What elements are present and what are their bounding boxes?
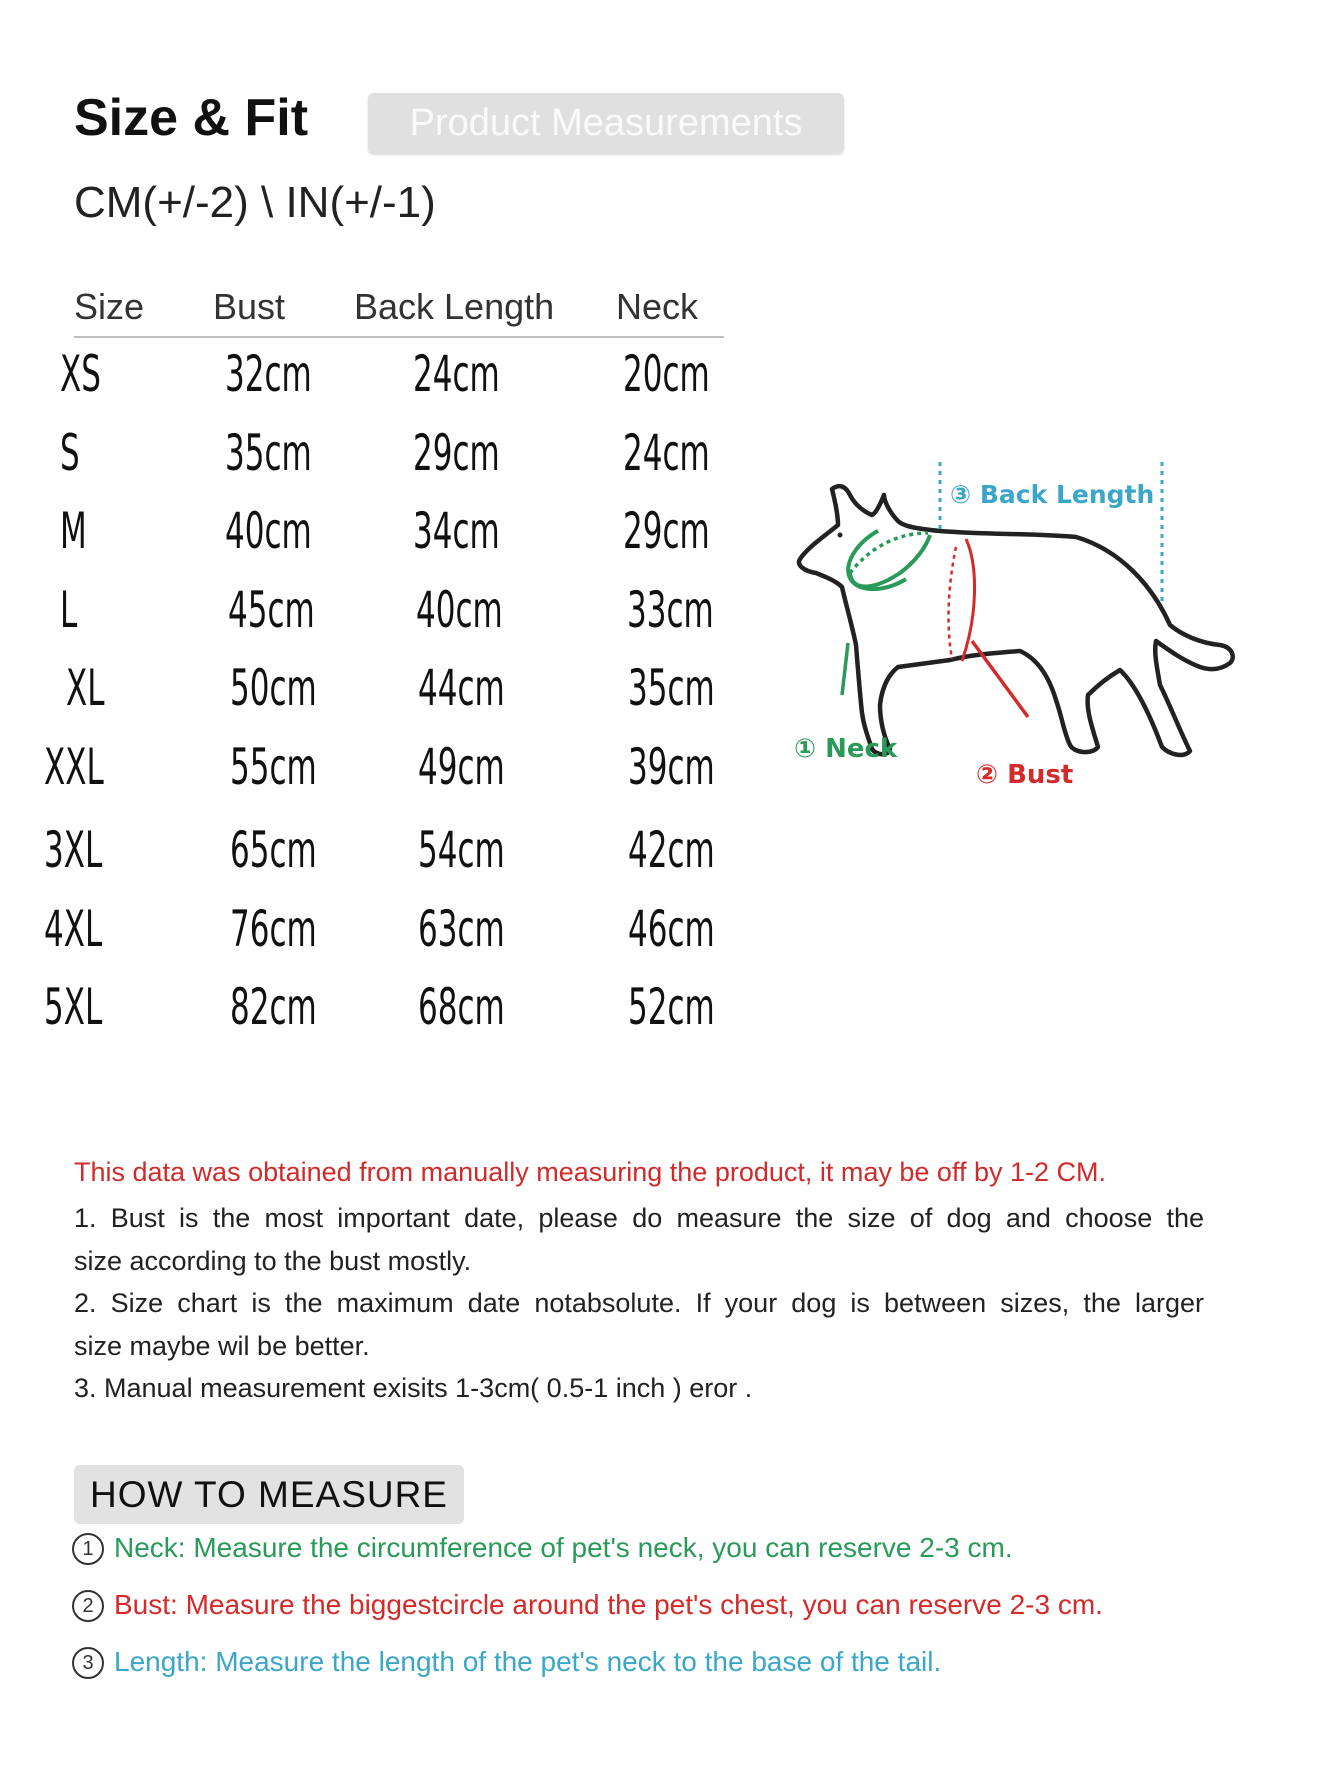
neck-cell: 33cm <box>627 581 714 639</box>
back-length-cell: 54cm <box>418 821 505 879</box>
note-line: 1. Bust is the most important date, please do measure the size of dog and choose the <box>74 1203 1204 1233</box>
note-item <box>74 1367 1204 1410</box>
note-line: size maybe wil be better. <box>74 1331 370 1361</box>
neck-cell: 46cm <box>628 900 715 958</box>
bust-cell: 65cm <box>230 821 317 879</box>
back-length-label: ③ Back Length <box>950 480 1155 509</box>
number-3-icon: 3 <box>72 1647 104 1679</box>
neck-cell: 24cm <box>623 424 710 482</box>
how-to-item-bust <box>72 1589 1103 1622</box>
note-item <box>74 1282 1204 1368</box>
neck-pointer <box>842 643 848 695</box>
bust-ring-dotted <box>949 547 956 659</box>
neck-collar-front <box>836 507 947 603</box>
neck-cell: 29cm <box>623 502 710 560</box>
back-length-cell: 34cm <box>413 502 500 560</box>
how-to-text: Length: Measure the length of the pet's neck to the base of the tail. <box>114 1646 942 1677</box>
column-header-neck: Neck <box>616 286 699 327</box>
units-tolerance: CM(+/-2) \ IN(+/-1) <box>74 178 436 227</box>
neck-cell: 20cm <box>623 345 710 403</box>
product-measurements-badge: Product Measurements <box>368 93 844 154</box>
how-to-text: Neck: Measure the circumference of pet's neck, you can reserve 2-3 cm. <box>114 1532 1013 1563</box>
bust-label: ② Bust <box>976 760 1074 790</box>
bust-cell: 45cm <box>228 581 315 639</box>
dog-measurement-diagram <box>780 455 1250 855</box>
back-length-cell: 63cm <box>418 900 505 958</box>
bust-cell: 40cm <box>225 502 312 560</box>
back-length-cell: 49cm <box>418 738 505 796</box>
how-to-item-length <box>72 1646 941 1679</box>
neck-cell: 42cm <box>628 821 715 879</box>
how-to-text: Bust: Measure the biggestcircle around the pet's chest, you can reserve 2-3 cm. <box>114 1589 1103 1620</box>
neck-label: ① Neck <box>794 734 898 764</box>
dog-outline <box>799 486 1233 755</box>
size-cell: XS <box>60 345 101 403</box>
back-length-cell: 40cm <box>416 581 503 639</box>
bust-cell: 50cm <box>230 659 317 717</box>
bust-cell: 55cm <box>230 738 317 796</box>
note-line: 3. Manual measurement exisits 1-3cm( 0.5-1 inch ) eror . <box>74 1373 753 1403</box>
size-cell: 4XL <box>44 900 103 958</box>
page-title: Size & Fit <box>74 89 309 147</box>
column-header-size: Size <box>74 286 145 327</box>
neck-collar-dotted <box>850 533 928 573</box>
accuracy-warning: This data was obtained from manually measuring the product, it may be off by 1-2 CM. <box>74 1157 1106 1187</box>
dog-eye <box>838 533 843 538</box>
back-length-cell: 68cm <box>418 978 505 1036</box>
how-to-measure-heading: HOW TO MEASURE <box>74 1465 464 1524</box>
bust-cell: 76cm <box>230 900 317 958</box>
size-cell: 5XL <box>44 978 103 1036</box>
size-cell: 3XL <box>44 821 103 879</box>
number-1-icon: 1 <box>72 1533 104 1565</box>
bust-cell: 35cm <box>225 424 312 482</box>
neck-cell: 52cm <box>628 978 715 1036</box>
note-line: size according to the bust mostly. <box>74 1246 472 1276</box>
back-length-cell: 24cm <box>413 345 500 403</box>
size-cell: M <box>60 502 87 560</box>
back-length-cell: 29cm <box>413 424 500 482</box>
bust-cell: 82cm <box>230 978 317 1036</box>
bust-cell: 32cm <box>225 345 312 403</box>
size-cell: L <box>60 581 78 639</box>
number-2-icon: 2 <box>72 1590 104 1622</box>
how-to-item-neck <box>72 1532 1013 1565</box>
note-item <box>74 1197 1204 1283</box>
note-line: 2. Size chart is the maximum date notabsolute. If your dog is between sizes, the larger <box>74 1288 1204 1318</box>
neck-cell: 35cm <box>628 659 715 717</box>
size-cell: XXL <box>44 738 104 796</box>
size-cell: S <box>60 424 80 482</box>
size-cell: XL <box>66 659 105 717</box>
back-length-cell: 44cm <box>418 659 505 717</box>
neck-cell: 39cm <box>628 738 715 796</box>
column-header-back-length: Back Length <box>354 286 555 327</box>
header-divider <box>74 336 724 338</box>
column-header-bust: Bust <box>213 286 286 327</box>
